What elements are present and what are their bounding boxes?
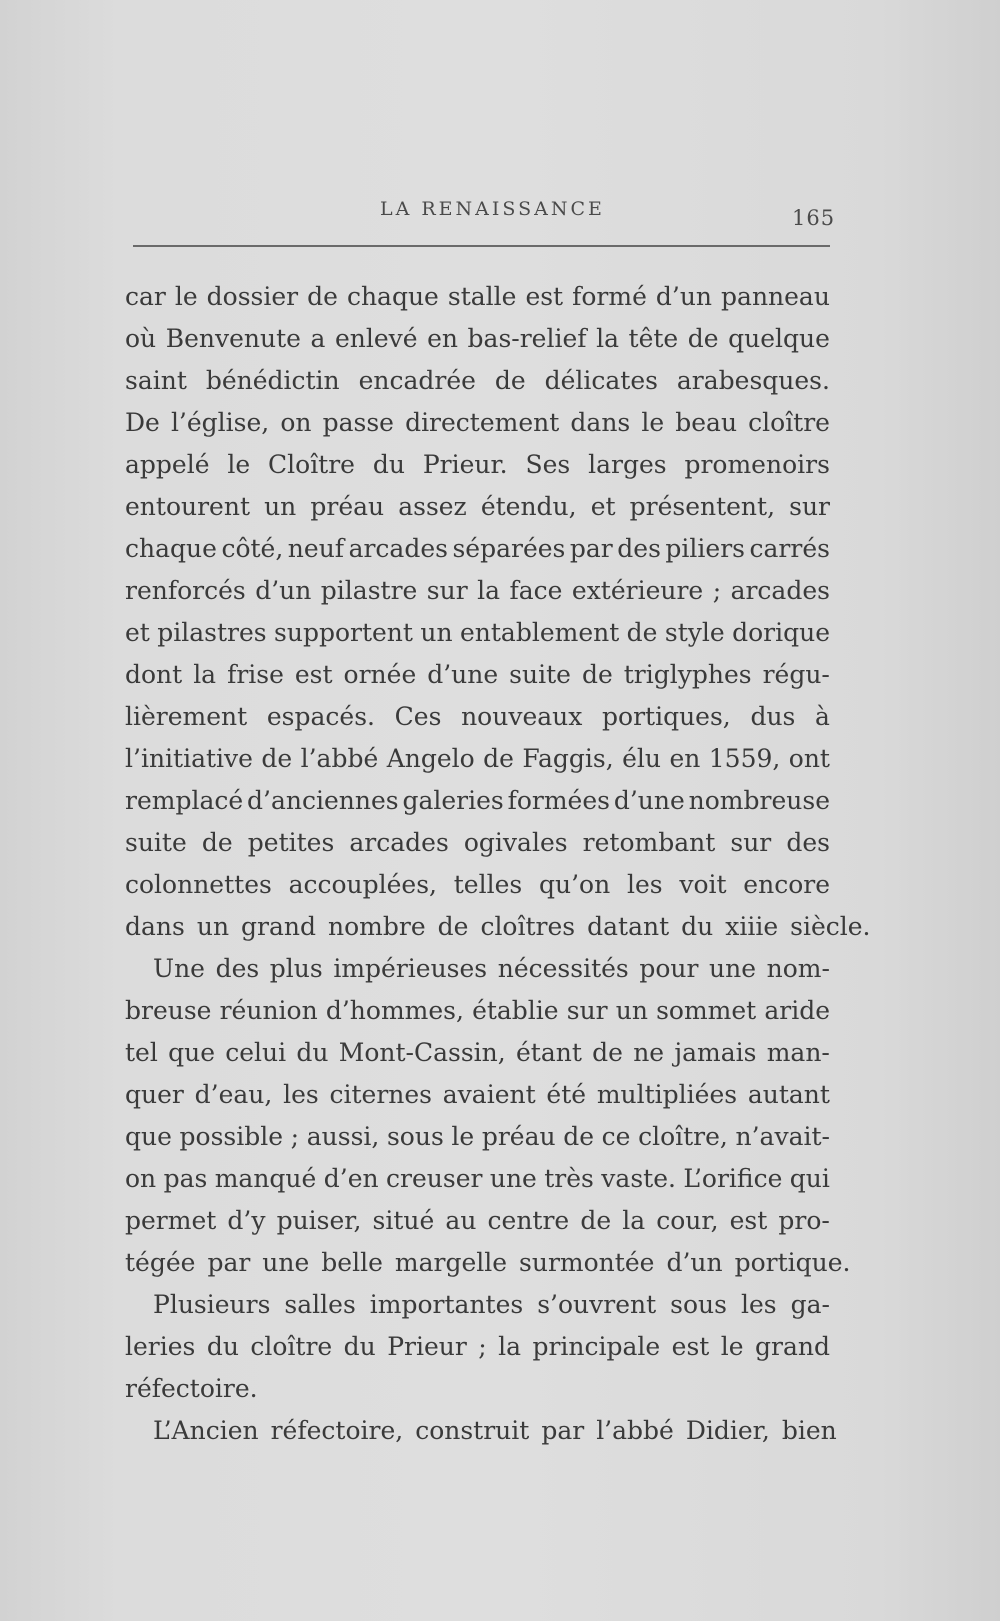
word: arcades	[730, 576, 830, 605]
word: situé	[372, 1206, 435, 1235]
word: qui	[789, 1164, 830, 1193]
word: du	[343, 1332, 376, 1361]
word: l’abbé	[300, 744, 379, 773]
word: salles	[284, 1290, 356, 1319]
word: ;	[478, 1332, 487, 1361]
word: cloître	[748, 408, 830, 437]
text-line	[125, 1326, 830, 1368]
word: de	[437, 912, 469, 941]
word: creuser	[386, 1164, 483, 1193]
text-line	[125, 1074, 830, 1116]
text-line	[125, 1032, 830, 1074]
word: élu	[622, 744, 662, 773]
word: L’Ancien	[153, 1416, 259, 1445]
word: entourent	[125, 492, 250, 521]
word: aride	[764, 996, 830, 1025]
word: par	[207, 1248, 251, 1277]
word: lièrement	[125, 702, 248, 731]
word: renforcés	[125, 576, 246, 605]
text-line	[125, 318, 830, 360]
word: autant	[747, 1080, 830, 1109]
word: une	[709, 954, 757, 983]
word: man-	[766, 1038, 830, 1067]
word: qu’on	[538, 870, 611, 899]
word: cloîtres	[480, 912, 576, 941]
word: siècle.	[790, 912, 871, 941]
word: Angelo	[386, 744, 475, 773]
word: encadrée	[358, 366, 476, 395]
word: Prieur	[387, 1332, 467, 1361]
word: de	[580, 1206, 612, 1235]
text-line	[125, 486, 830, 528]
word: d’anciennes	[247, 786, 399, 815]
word: margelle	[394, 1248, 508, 1277]
word: tégée	[125, 1248, 196, 1277]
word: du	[681, 912, 714, 941]
word: formé	[572, 282, 647, 311]
word: d’eau,	[194, 1080, 273, 1109]
word: citernes	[329, 1080, 432, 1109]
word: impérieuses	[333, 954, 488, 983]
word: les	[740, 1290, 777, 1319]
word: Mont-Cassin,	[338, 1038, 506, 1067]
word: panneau	[721, 282, 830, 311]
word: du	[296, 1038, 329, 1067]
word: colonnettes	[125, 870, 272, 899]
word: de	[494, 366, 526, 395]
word: dossier	[206, 282, 299, 311]
word: encore	[743, 870, 830, 899]
word: passe	[322, 408, 394, 437]
word: frise	[227, 660, 284, 689]
word: d’y	[227, 1206, 266, 1235]
word: surmontée	[519, 1248, 655, 1277]
word: importantes	[369, 1290, 524, 1319]
word: tel	[125, 1038, 158, 1067]
word: style	[664, 618, 725, 647]
word: où	[125, 324, 157, 353]
word: bien	[781, 1416, 837, 1445]
text-line	[125, 276, 830, 318]
word: un	[420, 618, 453, 647]
word: la	[193, 660, 217, 689]
word: de	[483, 744, 514, 773]
word: portique.	[734, 1248, 851, 1277]
word: datant	[587, 912, 670, 941]
word: de	[687, 324, 719, 353]
word: centre	[487, 1206, 570, 1235]
word: chaque	[346, 282, 439, 311]
word: séparées	[452, 534, 566, 563]
word: xiiie	[725, 912, 779, 941]
word: de	[626, 618, 658, 647]
word: sur	[566, 996, 608, 1025]
text-line	[125, 1410, 837, 1452]
word: par	[569, 534, 613, 563]
word: nom-	[766, 954, 830, 983]
word: jamais	[674, 1038, 757, 1067]
word: grand	[755, 1332, 830, 1361]
word: voit	[679, 870, 727, 899]
word: Ces	[394, 702, 442, 731]
word: larges	[588, 450, 667, 479]
word: puiser,	[276, 1206, 362, 1235]
text-line	[125, 1200, 830, 1242]
word: des	[215, 954, 260, 983]
word: Une	[153, 954, 205, 983]
word: on	[280, 408, 312, 437]
text-line	[125, 444, 830, 486]
word: un	[264, 492, 297, 521]
word: celui	[225, 1038, 287, 1067]
word: Benvenute	[165, 324, 301, 353]
word: la	[477, 576, 501, 605]
word: suite	[509, 660, 571, 689]
text-line	[125, 906, 871, 948]
word: est	[729, 1206, 768, 1235]
word: par	[541, 1416, 585, 1445]
word: a	[310, 324, 326, 353]
word: entablement	[459, 618, 620, 647]
word: s’ouvrent	[537, 1290, 657, 1319]
word: Plusieurs	[153, 1290, 271, 1319]
word: de	[201, 828, 233, 857]
word: le	[227, 450, 251, 479]
text-line	[125, 654, 830, 696]
word: espacés.	[266, 702, 375, 731]
word: tête	[628, 324, 679, 353]
word: ce	[601, 1122, 631, 1151]
word: quelque	[728, 324, 830, 353]
word: 1559,	[708, 744, 781, 773]
running-head	[130, 198, 836, 230]
word: ne	[633, 1038, 665, 1067]
word: permet	[125, 1206, 217, 1235]
word: pilastre	[320, 576, 418, 605]
word: neuf	[287, 534, 345, 563]
word: du	[372, 450, 405, 479]
word: ogivales	[463, 828, 568, 857]
word: d’un	[655, 282, 713, 311]
word: dorique	[732, 618, 830, 647]
word: de	[307, 282, 338, 311]
word: nombreuse	[688, 786, 830, 815]
word: sous	[386, 1122, 444, 1151]
word: sur	[730, 828, 772, 857]
word: très	[544, 1164, 594, 1193]
word: saint	[125, 366, 187, 395]
word: quer	[125, 1080, 184, 1109]
word: pas	[163, 1164, 208, 1193]
word: promenoirs	[684, 450, 830, 479]
word: un	[615, 996, 648, 1025]
word: Prieur.	[422, 450, 508, 479]
word: galeries	[402, 786, 504, 815]
word: de	[261, 744, 293, 773]
word: piliers	[665, 534, 745, 563]
text-line	[125, 822, 830, 864]
text-line	[125, 1284, 830, 1326]
word: la	[498, 1332, 522, 1361]
word: plus	[269, 954, 323, 983]
word: petites	[247, 828, 335, 857]
word: construit	[415, 1416, 530, 1445]
word: arabesques.	[676, 366, 830, 395]
word: principale	[532, 1332, 661, 1361]
word: nombre	[328, 912, 426, 941]
word: et	[590, 492, 616, 521]
word: portiques,	[602, 702, 731, 731]
word: sommet	[656, 996, 757, 1025]
text-line	[125, 402, 830, 444]
text-line	[125, 360, 830, 402]
text-line	[125, 1368, 830, 1410]
word: d’hommes,	[325, 996, 464, 1025]
word: accouplées,	[288, 870, 438, 899]
word: possible	[179, 1122, 284, 1151]
word: bénédictin	[205, 366, 340, 395]
text-line	[125, 570, 830, 612]
word: chaque	[125, 534, 217, 563]
word: la	[622, 1206, 646, 1235]
text-line	[125, 612, 830, 654]
word: préau	[310, 492, 385, 521]
word: dans	[125, 912, 185, 941]
word: un	[196, 912, 230, 941]
word: bas-relief	[467, 324, 587, 353]
word: sous	[670, 1290, 727, 1319]
word: appelé	[125, 450, 210, 479]
word: carrés	[749, 534, 830, 563]
word: face	[509, 576, 563, 605]
word: réfectoire,	[270, 1416, 404, 1445]
word: d’un	[255, 576, 312, 605]
word: est	[294, 660, 333, 689]
word: réfectoire.	[125, 1374, 258, 1403]
text-line	[125, 990, 830, 1032]
word: dont	[125, 660, 183, 689]
word: le	[720, 1332, 744, 1361]
word: leries	[125, 1332, 196, 1361]
word: breuse	[125, 996, 212, 1025]
word: de	[581, 660, 613, 689]
word: supportent	[274, 618, 413, 647]
word: présentent,	[629, 492, 776, 521]
word: avaient	[442, 1080, 536, 1109]
word: est	[671, 1332, 710, 1361]
word: retombant	[582, 828, 716, 857]
word: nouveaux	[461, 702, 583, 731]
word: cour,	[656, 1206, 719, 1235]
word: directement	[405, 408, 560, 437]
word: extérieure	[571, 576, 704, 605]
word: les	[626, 870, 663, 899]
word: formées	[507, 786, 610, 815]
word: l’église,	[170, 408, 270, 437]
word: Didier,	[685, 1416, 770, 1445]
text-line	[125, 1158, 830, 1200]
word: nécessités	[497, 954, 629, 983]
word: L’orifice	[683, 1164, 783, 1193]
text-line	[125, 528, 830, 570]
word: n’avait-	[735, 1122, 830, 1151]
word: car	[125, 282, 166, 311]
word: Cloître	[268, 450, 355, 479]
word: stalle	[447, 282, 517, 311]
word: préau	[481, 1122, 556, 1151]
running-title: LA RENAISSANCE	[380, 198, 605, 220]
word: Ses	[525, 450, 571, 479]
text-line	[125, 864, 830, 906]
word: dus	[750, 702, 796, 731]
word: De	[125, 408, 160, 437]
word: grand	[241, 912, 317, 941]
word: les	[283, 1080, 319, 1109]
word: le	[641, 408, 665, 437]
text-line	[125, 780, 830, 822]
word: multipliées	[596, 1080, 738, 1109]
word: de	[592, 1038, 623, 1067]
word: ornée	[343, 660, 417, 689]
header-rule	[133, 245, 830, 247]
word: régu-	[762, 660, 830, 689]
word: belle	[321, 1248, 383, 1277]
word: étant	[515, 1038, 582, 1067]
word: et	[125, 618, 150, 647]
text-line	[125, 696, 830, 738]
word: étendu,	[480, 492, 577, 521]
text-line	[125, 1242, 851, 1284]
word: d’un	[666, 1248, 723, 1277]
word: que	[168, 1038, 215, 1067]
word: une	[262, 1248, 310, 1277]
word: arcades	[348, 534, 448, 563]
word: la	[596, 324, 619, 353]
word: à	[815, 702, 830, 731]
word: réunion	[219, 996, 318, 1025]
word: est	[525, 282, 564, 311]
body-text	[125, 276, 871, 1452]
word: sur	[789, 492, 830, 521]
word: enlevé	[334, 324, 418, 353]
word: pro-	[778, 1206, 830, 1235]
word: ;	[290, 1122, 300, 1151]
word: on	[125, 1164, 157, 1193]
word: telles	[453, 870, 523, 899]
word: de	[563, 1122, 595, 1151]
word: une	[489, 1164, 537, 1193]
word: en	[669, 744, 701, 773]
word: aussi,	[306, 1122, 380, 1151]
word: au	[445, 1206, 477, 1235]
word: pilastres	[157, 618, 267, 647]
word: ga-	[790, 1290, 830, 1319]
text-line	[125, 948, 830, 990]
word: en	[427, 324, 458, 353]
word: d’en	[323, 1164, 379, 1193]
word: d’une	[427, 660, 499, 689]
word: suite	[125, 828, 187, 857]
word: triglyphes	[623, 660, 752, 689]
word: dans	[570, 408, 631, 437]
word: assez	[398, 492, 467, 521]
word: d’une	[613, 786, 685, 815]
word: remplacé	[125, 786, 244, 815]
word: des	[617, 534, 661, 563]
word: Faggis,	[522, 744, 614, 773]
word: pour	[639, 954, 699, 983]
word: l’initiative	[125, 744, 253, 773]
word: sur	[426, 576, 468, 605]
word: ;	[712, 576, 722, 605]
word: arcades	[349, 828, 449, 857]
word: délicates	[544, 366, 658, 395]
word: été	[546, 1080, 587, 1109]
word: vaste.	[601, 1164, 676, 1193]
text-line	[125, 1116, 830, 1158]
word: établie	[472, 996, 559, 1025]
word: manqué	[214, 1164, 317, 1193]
word: cloître	[250, 1332, 333, 1361]
word: du	[206, 1332, 239, 1361]
word: des	[786, 828, 830, 857]
word: ont	[788, 744, 830, 773]
word: cloître,	[638, 1122, 728, 1151]
word: le	[451, 1122, 475, 1151]
word: l’abbé	[596, 1416, 674, 1445]
page-number: 165	[792, 206, 836, 230]
word: que	[125, 1122, 172, 1151]
text-line	[125, 738, 830, 780]
word: côté,	[221, 534, 284, 563]
word: beau	[675, 408, 738, 437]
word: le	[174, 282, 198, 311]
